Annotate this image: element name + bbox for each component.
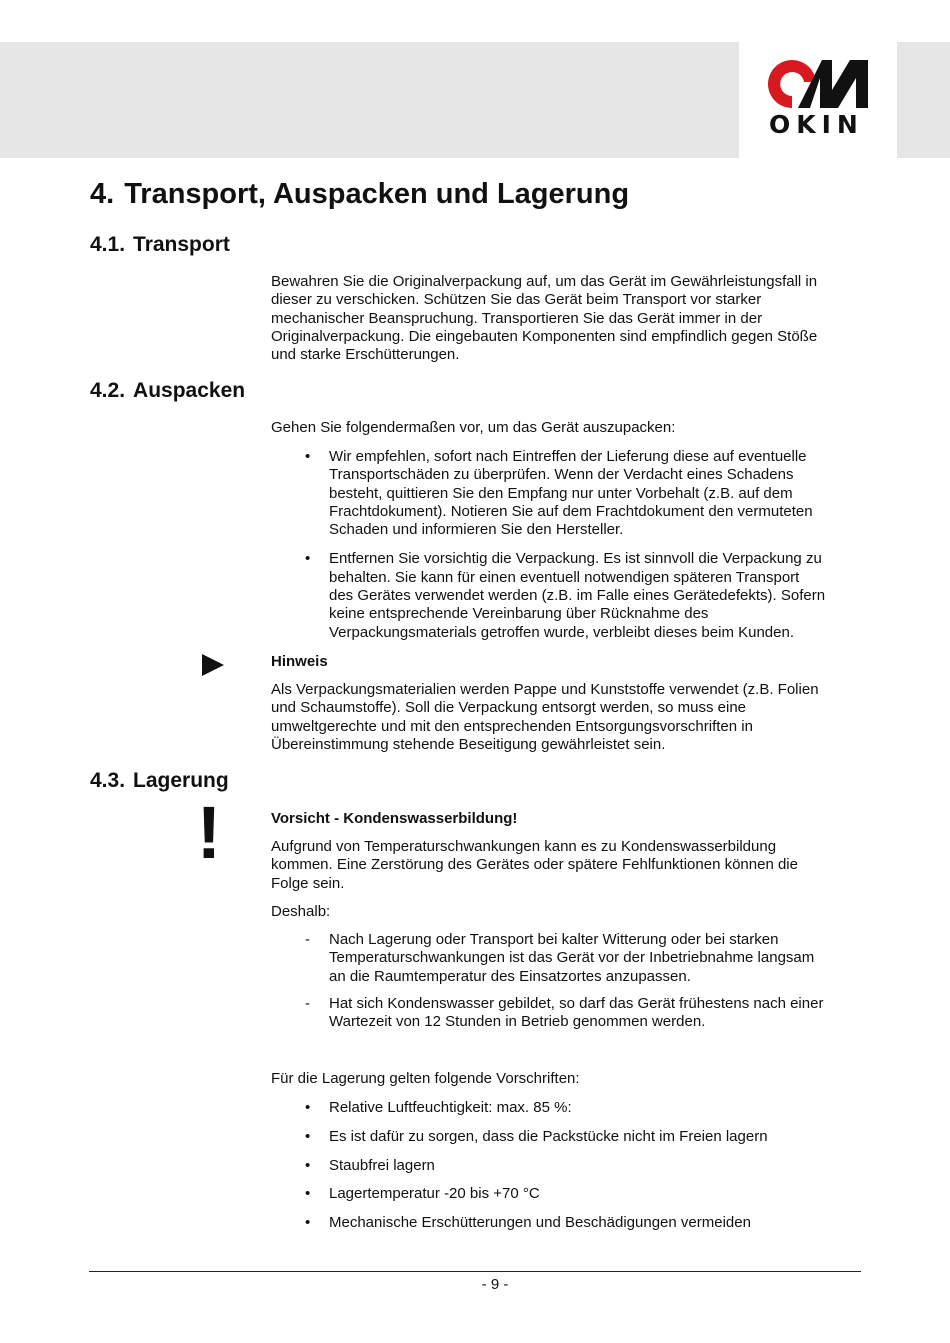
chapter-number: 4. — [90, 178, 115, 210]
text-line: Lagertemperatur -20 bis +70 °C — [329, 1185, 540, 1203]
text-line: keine entsprechende Vereinbarung über Rücknahme des — [329, 605, 709, 623]
list-item — [271, 1214, 861, 1232]
warning-title: Vorsicht - Kondenswasserbildung! — [271, 810, 518, 827]
text-line: des Gerätes verwendet werden (z.B. im Falle eines Gerätedefekts). Sofern — [329, 587, 826, 605]
transport-paragraph — [271, 273, 861, 364]
text-line: an die Raumtemperatur des Einsatzortes anzupassen. — [329, 967, 691, 985]
text-line: Relative Luftfeuchtigkeit: max. 85 %: — [329, 1099, 572, 1116]
header-band — [0, 42, 739, 158]
section-number: 4.3. — [90, 769, 126, 792]
text-line: Temperaturschwankungen ist das Gerät vor der Inbetriebnahme langsam — [329, 949, 815, 967]
auspacken-list — [271, 448, 861, 642]
list-item — [271, 1157, 861, 1175]
section-title: Auspacken — [133, 379, 246, 402]
bullet-icon: • — [305, 1099, 311, 1116]
text-line: besteht, quittieren Sie den Empfang nur unter Vorbehalt (z.B. auf dem — [329, 484, 793, 502]
bullet-icon: • — [305, 1185, 311, 1203]
text-line: dieser zu verschicken. Schützen Sie das Gerät beim Transport vor starker — [271, 291, 762, 309]
auspacken-intro — [271, 419, 861, 437]
text-line: Aufgrund von Temperaturschwankungen kann es zu Kondenswasserbildung — [271, 838, 777, 855]
dash-list — [271, 931, 861, 1031]
text-line: Schaden und informieren Sie den Hersteller. — [329, 521, 624, 539]
list-item — [271, 1185, 861, 1203]
section-title: Transport — [133, 233, 230, 256]
text-line: und starke Erschütterungen. — [271, 346, 460, 364]
bullet-icon: • — [305, 448, 311, 465]
text-line: mechanischer Beanspruchung. Transportieren Sie das Gerät immer in der — [271, 309, 763, 327]
list-item — [271, 931, 861, 986]
bullet-icon: • — [305, 1156, 311, 1174]
text-line: Nach Lagerung oder Transport bei kalter Witterung oder bei starken — [329, 931, 779, 948]
note-title: Hinweis — [271, 653, 328, 670]
text-line: Wir empfehlen, sofort nach Eintreffen der Lieferung diese auf eventuelle — [329, 448, 807, 465]
text-line: Deshalb: — [271, 903, 331, 920]
section-number: 4.1. — [90, 233, 126, 256]
text-line: und Schaumstoffe). Soll die Verpackung entsorgt werden, so muss eine — [271, 699, 746, 717]
chapter-heading — [90, 178, 629, 211]
text-line: kommen. Eine Zerstörung des Gerätes oder spätere Fehlfunktionen können die — [271, 856, 798, 874]
chapter-title: Transport, Auspacken und Lagerung — [124, 178, 630, 210]
text-line: Es ist dafür zu sorgen, dass die Packstücke nicht im Freien lagern — [329, 1127, 768, 1145]
section-heading-lagerung — [90, 769, 229, 793]
bullet-icon: • — [305, 1127, 311, 1145]
list-item — [271, 1128, 861, 1146]
note-paragraph — [271, 681, 861, 754]
header-band-right — [897, 42, 950, 158]
text-line: Verpackungsmaterials getroffen wurde, verbleibt dieses beim Kunden. — [329, 623, 794, 641]
rules-list — [271, 1099, 861, 1232]
dash-icon: - — [305, 931, 310, 948]
warning-paragraph — [271, 838, 861, 893]
bullet-icon: • — [305, 1214, 311, 1232]
deshalb-label — [271, 903, 861, 921]
text-line: umweltgerechte und mit den entsprechenden Entsorgungsvorschriften in — [271, 717, 753, 735]
text-line: Gehen Sie folgendermaßen vor, um das Gerät auszupacken: — [271, 419, 676, 436]
text-line: Hat sich Kondenswasser gebildet, so darf das Gerät frühestens nach einer — [329, 994, 824, 1012]
text-line: Entfernen Sie vorsichtig die Verpackung. Es ist sinnvoll die Verpackung zu — [329, 550, 822, 568]
text-line: Übereinstimmung stehende Beseitigung gewährleistet sein. — [271, 735, 666, 753]
section-heading-transport — [90, 233, 230, 257]
section-title: Lagerung — [133, 769, 229, 792]
rules-intro — [271, 1070, 861, 1088]
section-heading-auspacken — [90, 379, 245, 403]
text-line: Wartezeit von 12 Stunden in Betrieb genommen werden. — [329, 1013, 706, 1031]
text-line: Staubfrei lagern — [329, 1156, 435, 1174]
text-line: Frachtdokument). Notieren Sie auf dem Frachtdokument den vermuteten — [329, 502, 813, 520]
text-line: Für die Lagerung gelten folgende Vorschriften: — [271, 1070, 580, 1087]
list-item — [271, 1099, 861, 1117]
text-line: Mechanische Erschütterungen und Beschädigungen vermeiden — [329, 1214, 751, 1232]
dash-icon: - — [305, 994, 310, 1012]
footer-rule — [89, 1271, 861, 1272]
arrow-right-icon — [202, 654, 224, 676]
list-item — [271, 550, 861, 641]
exclamation-icon: ! — [196, 791, 222, 874]
logo-text: OKIN — [769, 110, 864, 139]
text-line: behalten. Sie kann für einen eventuell notwendigen späteren Transport — [329, 568, 800, 586]
text-line: Originalverpackung. Die eingebauten Komponenten sind empfindlich gegen Stöße — [271, 327, 818, 345]
text-line: Folge sein. — [271, 874, 345, 892]
list-item — [271, 448, 861, 539]
page-number: - 9 - — [481, 1276, 509, 1293]
text-line: Transportschäden zu überprüfen. Wenn der Verdacht eines Schadens — [329, 466, 794, 484]
section-number: 4.2. — [90, 379, 126, 402]
text-line: Als Verpackungsmaterialien werden Pappe und Kunststoffe verwendet (z.B. Folien — [271, 681, 819, 698]
list-item — [271, 995, 861, 1032]
bullet-icon: • — [305, 550, 311, 568]
text-line: Bewahren Sie die Originalverpackung auf, um das Gerät im Gewährleistungsfall in — [271, 273, 818, 290]
